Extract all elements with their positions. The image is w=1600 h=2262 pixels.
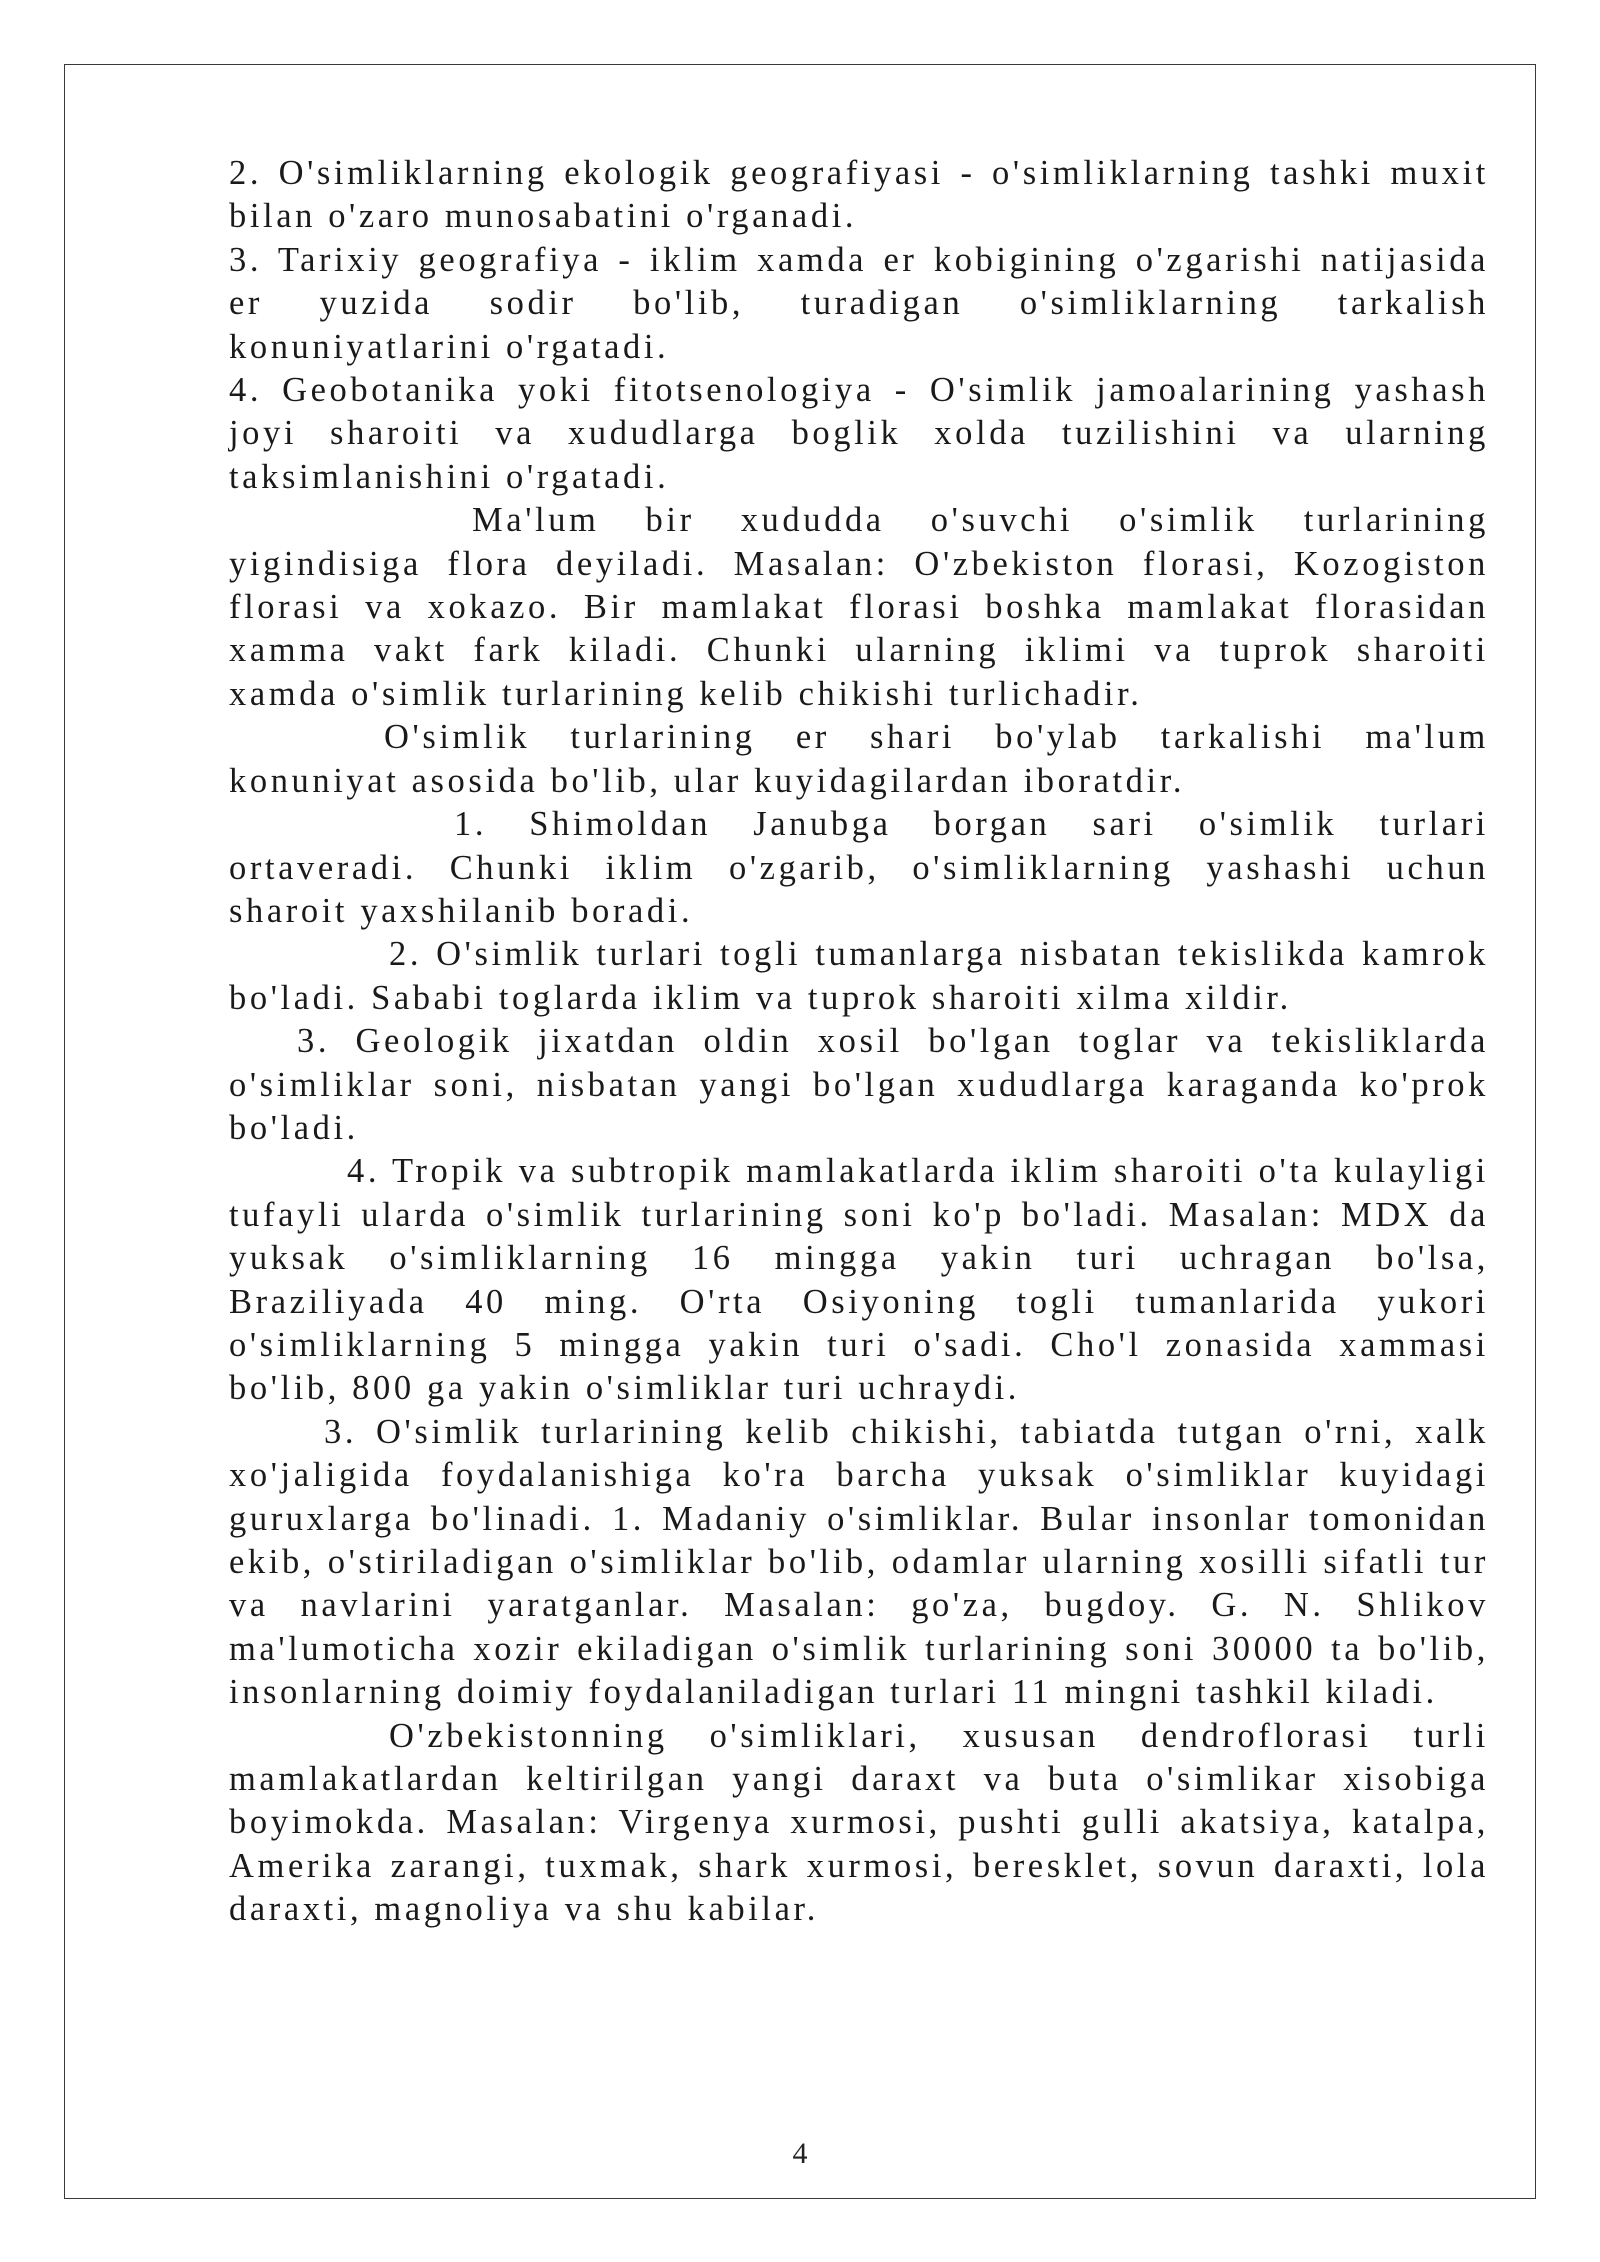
paragraph-dendroflora: O'zbekistonning o'simliklari, xususan dendroflorasi turli mamlakatlardan keltirilgan yangi daraxt va buta o'simlikar xisobiga boyimokda. Masalan: Virgenya xurmosi, pushti gulli akatsiya, katalpa, Amerika zarangi, tuxmak, shark xurmosi, beresklet, sovun daraxti, lola daraxti, magnoliya va shu kabilar. xyxy=(229,1716,1489,1929)
paragraph-ecological-geography: 2. O'simliklarning ekologik geografiyasi - o'simliklarning tashki muxit bilan o'zaro munosabatini o'rganadi. xyxy=(229,154,1489,236)
paragraph-law-2: 2. O'simlik turlari togli tumanlarga nisbatan tekislikda kamrok bo'ladi. Sababi toglarda iklim va tuprok sharoiti xilma xildir. xyxy=(229,935,1489,1017)
document-body xyxy=(229,152,1489,1932)
page-number: 4 xyxy=(792,2137,808,2170)
paragraph-historical-geography: 3. Tarixiy geografiya - iklim xamda er kobigining o'zgarishi natijasida er yuzida sodir bo'lib, turadigan o'simliklarning tarkalish konuniyatlarini o'rgatadi. xyxy=(229,240,1489,366)
paragraph-plant-groups: 3. O'simlik turlarining kelib chikishi, tabiatda tutgan o'rni, xalk xo'jaligida foydalanishiga ko'ra barcha yuksak o'simliklar kuyidagi guruxlarga bo'linadi. 1. Madaniy o'simliklar. Bular insonlar tomonidan ekib, o'stiriladigan o'simliklar bo'lib, odamlar ularning xosilli sifatli tur va navlarini yaratganlar. Masalan: go'za, bugdoy. G. N. Shlikov ma'lumoticha xozir ekiladigan o'simlik turlarining soni 30000 ta bo'lib, insonlarning doimiy foydalaniladigan turlari 11 mingni tashkil kiladi. xyxy=(229,1412,1489,1712)
paragraph-distribution-laws: O'simlik turlarining er shari bo'ylab tarkalishi ma'lum konuniyat asosida bo'lib, ular kuyidagilardan iboratdir. xyxy=(229,718,1489,800)
paragraph-law-4: 4. Tropik va subtropik mamlakatlarda iklim sharoiti o'ta kulayligi tufayli ularda o'simlik turlarining soni ko'p bo'ladi. Masalan: MDX da yuksak o'simliklarning 16 mingga yakin turi uchragan bo'lsa, Braziliyada 40 ming. O'rta Osiyoning togli tumanlarida yukori o'simliklarning 5 mingga yakin turi o'sadi. Cho'l zonasida xammasi bo'lib, 800 ga yakin o'simliklar turi uchraydi. xyxy=(229,1152,1489,1408)
paragraph-geobotany: 4. Geobotanika yoki fitotsenologiya - O'simlik jamoalarining yashash joyi sharoiti va xududlarga boglik xolda tuzilishini va ularning taksimlanishini o'rgatadi. xyxy=(229,371,1489,496)
paragraph-law-3: 3. Geologik jixatdan oldin xosil bo'lgan toglar va tekisliklarda o'simliklar soni, nisbatan yangi bo'lgan xududlarga karaganda ko'prok bo'ladi. xyxy=(229,1022,1489,1147)
paragraph-flora-definition: Ma'lum bir xududda o'suvchi o'simlik turlarining yigindisiga flora deyiladi. Masalan: O'zbekiston florasi, Kozogiston florasi va xokazo. Bir mamlakat florasi boshka mamlakat florasidan xamma vakt fark kiladi. Chunki ularning iklimi va tuprok sharoiti xamda o'simlik turlarining kelib chikishi turlichadir. xyxy=(229,501,1489,713)
paragraph-law-1: 1. Shimoldan Janubga borgan sari o'simlik turlari ortaveradi. Chunki iklim o'zgarib, o'simliklarning yashashi uchun sharoit yaxshilanib boradi. xyxy=(229,805,1489,930)
